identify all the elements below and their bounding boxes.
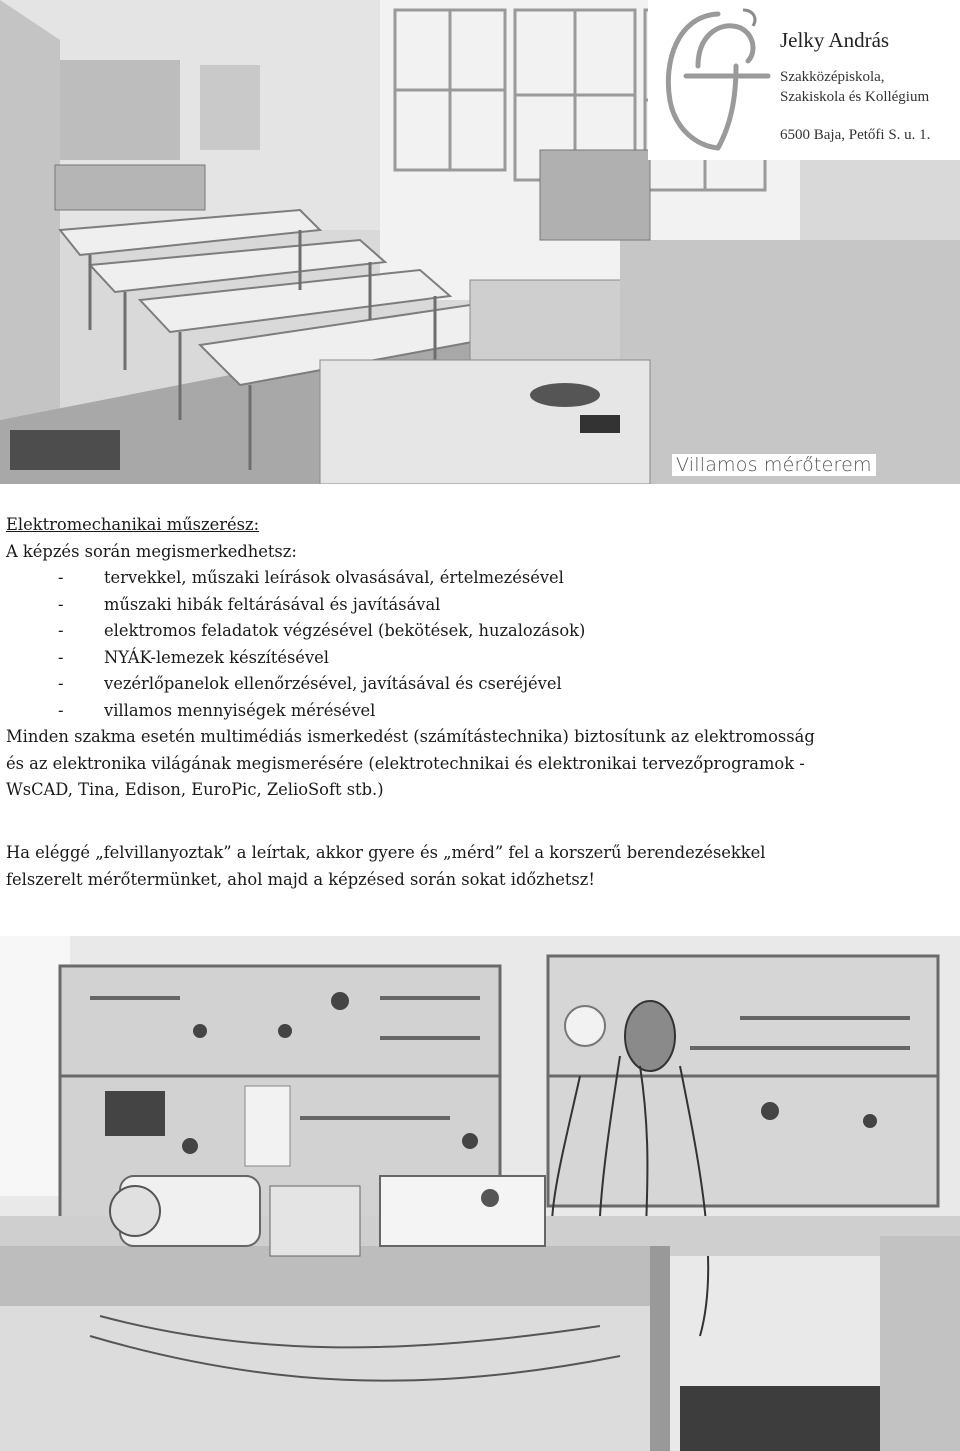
school-subtitle-1: Szakközépiskola, xyxy=(780,69,885,85)
paragraph2-line1: Ha eléggé „felvillanyoztak” a leírtak, akkor gyere és „mérd” fel a korszerű berendezésekkel xyxy=(6,843,766,862)
course-description xyxy=(6,512,956,804)
paragraph1-line2: és az elektronika világának megismerésére (elektrotechnikai és elektronikai tervezőprogramok - xyxy=(6,753,805,773)
list-item xyxy=(6,645,956,672)
list-item xyxy=(6,618,956,645)
list-dash: - xyxy=(58,647,64,667)
paragraph1-line3: WsCAD, Tina, Edison, EuroPic, ZelioSoft stb.) xyxy=(6,780,384,799)
school-logo-icon xyxy=(658,6,773,158)
list-dash: - xyxy=(58,594,64,614)
paragraph1-line1: Minden szakma esetén multimédiás ismerkedést (számítástechnika) biztosítunk az elektromosság xyxy=(6,727,815,746)
section-heading: Elektromechanikai műszerész: xyxy=(6,515,260,534)
photo-caption: Villamos mérőterem xyxy=(672,454,876,476)
list-item-text: NYÁK-lemezek készítésével xyxy=(104,647,329,667)
intro-text: A képzés során megismerkedhetsz: xyxy=(6,541,297,561)
list-item-text: villamos mennyiségek mérésével xyxy=(104,700,376,720)
school-name: Jelky András xyxy=(780,28,890,52)
list-item-text: tervekkel, műszaki leírások olvasásával, értelmezésével xyxy=(104,568,564,587)
list-item-text: vezérlőpanelok ellenőrzésével, javításával és cseréjével xyxy=(104,674,562,693)
school-subtitle-2: Szakiskola és Kollégium xyxy=(780,89,930,105)
list-dash: - xyxy=(58,700,64,720)
school-address: 6500 Baja, Petőfi S. u. 1. xyxy=(780,127,931,143)
list-dash: - xyxy=(58,674,64,693)
list-dash: - xyxy=(58,568,64,587)
list-item xyxy=(6,565,956,592)
list-item xyxy=(6,698,956,725)
invitation-paragraph xyxy=(6,840,956,893)
list-dash: - xyxy=(58,621,64,640)
list-item xyxy=(6,592,956,619)
list-item xyxy=(6,671,956,698)
list-item-text: elektromos feladatok végzésével (bekötések, huzalozások) xyxy=(104,621,586,640)
paragraph2-line2: felszerelt mérőtermünket, ahol majd a képzésed során sokat időzhetsz! xyxy=(6,869,595,889)
list-item-text: műszaki hibák feltárásával és javításával xyxy=(104,594,441,614)
lab-equipment-photo xyxy=(0,936,960,1451)
